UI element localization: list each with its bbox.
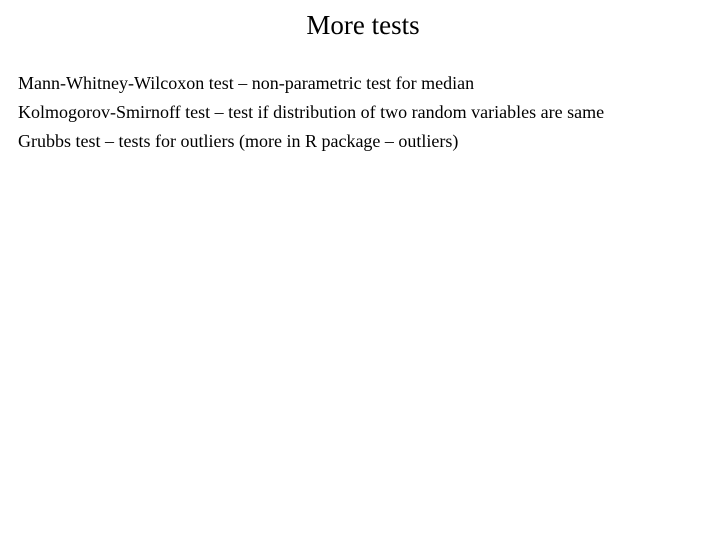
text-line-grubbs: Grubbs test – tests for outliers (more in R package – outliers) xyxy=(18,131,459,151)
text-line-mann-whitney: Mann-Whitney-Wilcoxon test – non-parametric test for median xyxy=(18,73,475,93)
text-line-kolmogorov-smirnoff: Kolmogorov-Smirnoff test – test if distribution of two random variables are same xyxy=(18,102,605,122)
text-lines xyxy=(18,69,708,156)
slide-title: More tests xyxy=(306,10,420,40)
